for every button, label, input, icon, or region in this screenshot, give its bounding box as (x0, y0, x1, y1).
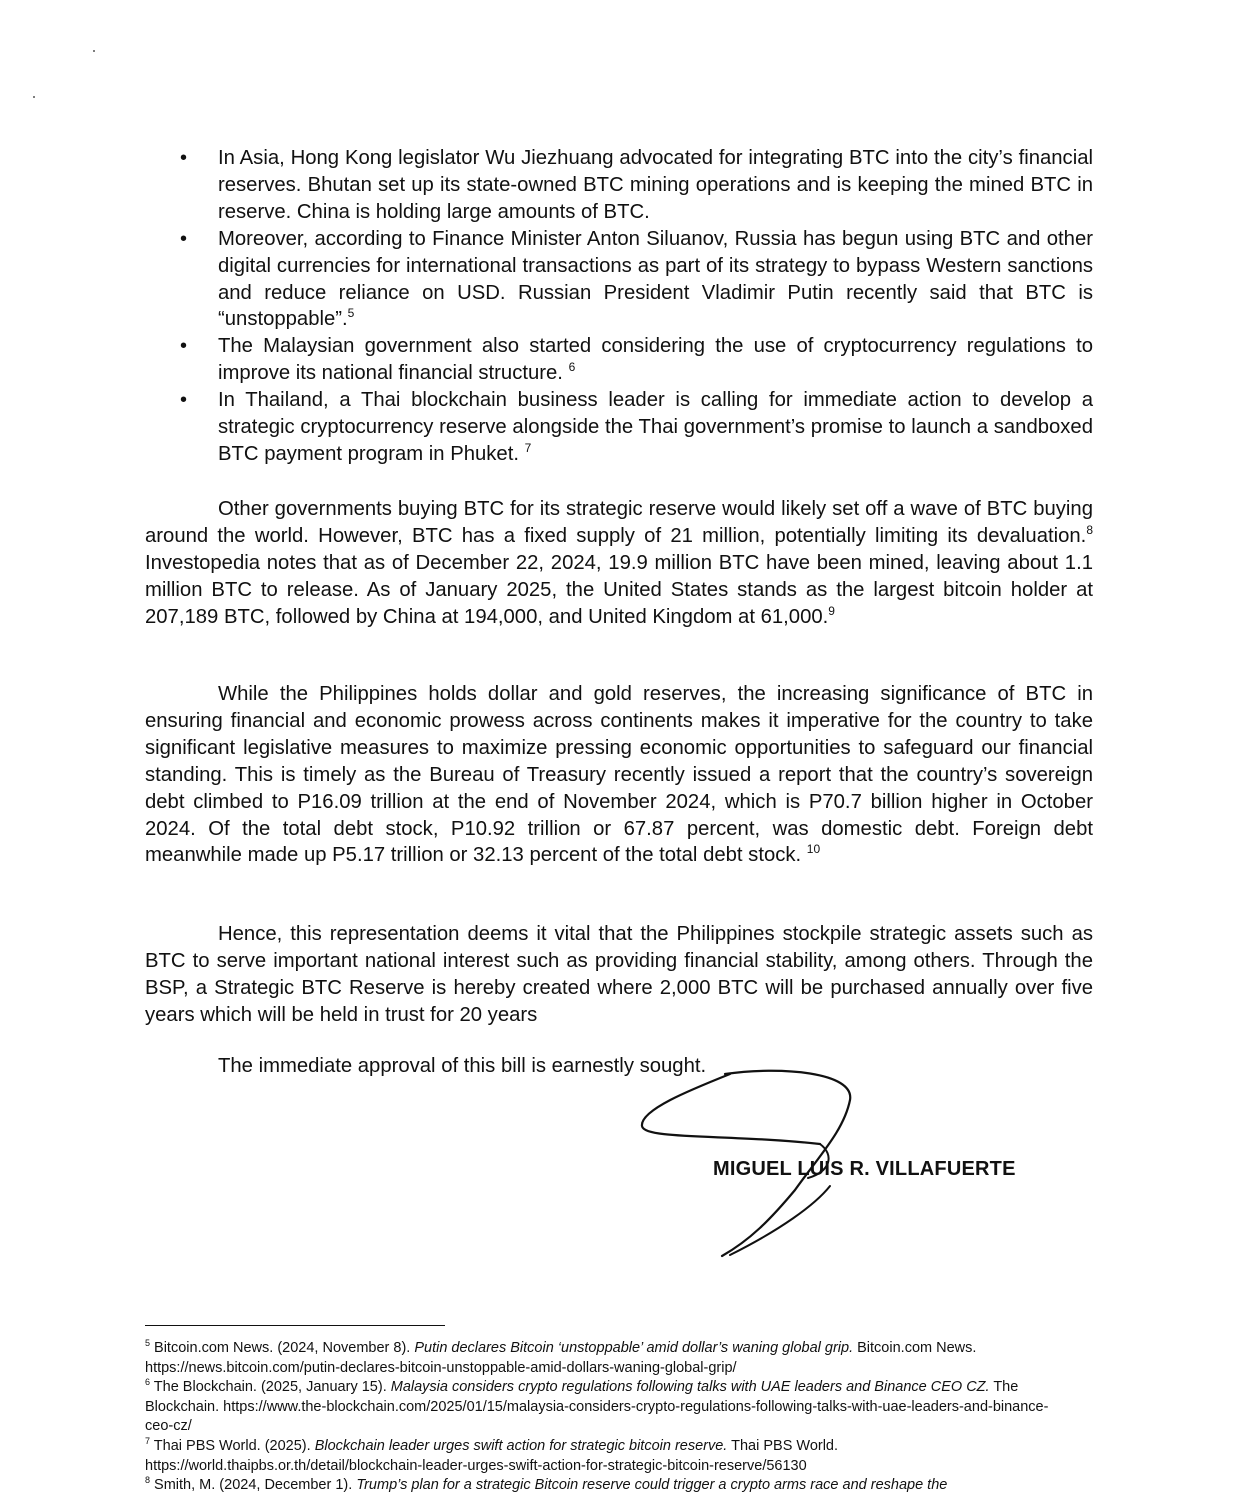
scan-speck (93, 50, 95, 52)
footnote: $^7$ Thai PBS World. (2025). Blockchain leader urges swift action for strategic bitcoin reserve. Thai PBS World. https://world.thaipbs.or.th/detail/blockchain-leader-urges-swift-action-for-strategic-bitcoin-reserve/56130 (145, 1436, 839, 1474)
bullet-item: • In Asia, Hong Kong legislator Wu Jiezhuang advocated for integrating BTC into the city’s financial reserves. Bhutan set up its state-owned BTC mining operations and is keeping the mined BTC in reserve. China is holding large amounts of BTC. (145, 145, 1093, 226)
footnote-ref: 9 (828, 603, 835, 618)
footnote: $^6$ The Blockchain. (2025, January 15). Malaysia considers crypto regulations following talks with UAE leaders and Binance CEO CZ. The Blockchain. https://www.the-blockchain.com/2025/01/15/malaysia-considers-crypto-regulations-following-talks-with-uae-leaders-and-binance-ceo-cz/ (145, 1377, 1049, 1435)
footnotes (145, 1339, 1075, 1496)
bullet-item: • The Malaysian government also started considering the use of cryptocurrency regulations to improve its national financial structure. $^6$ (145, 333, 1093, 387)
paragraph-strategic-reserve: Hence, this representation deems it vital that the Philippines stockpile strategic assets such as BTC to serve important national interest such as providing financial stability, among others. Through the BSP, a Strategic BTC Reserve is hereby created where 2,000 BTC will be purchased annually over five years which will be held in trust for 20 years (145, 923, 1093, 1026)
approval-line: The immediate approval of this bill is earnestly sought. (218, 1055, 707, 1077)
bullet-item: • Moreover, according to Finance Minister Anton Siluanov, Russia has begun using BTC and other digital currencies for international transactions as part of its strategy to bypass Western sanctions and reduce reliance on USD. Russian President Vladimir Putin recently said that BTC is “unstoppable”.$^5$ (145, 226, 1093, 334)
scan-speck (33, 96, 35, 98)
footnote-ref: 7 (524, 441, 532, 456)
signatory-name: MIGUEL LUIS R. VILLAFUERTE (713, 1158, 1016, 1180)
footnote-ref: 10 (806, 842, 821, 857)
bullet-list (145, 145, 1093, 468)
footnote-ref: 5 (347, 306, 355, 321)
footnote: $^8$ Smith, M. (2024, December 1). Trump’s plan for a strategic Bitcoin reserve could trigger a crypto arms race and reshape the (145, 1475, 948, 1494)
footnote-ref: 6 (568, 360, 576, 375)
paragraph-btc-supply: Other governments buying BTC for its strategic reserve would likely set off a wave of BTC buying around the world. However, BTC has a fixed supply of 21 million, potentially limiting its devaluation.$^8$ Investopedia notes that as of December 22, 2024, 19.9 million BTC have been mined, leaving about 1.1 million BTC to release. As of January 2025, the United States stands as the largest bitcoin holder at 207,189 BTC, followed by China at 194,000, and United Kingdom at 61,000.$^9$ (145, 498, 1093, 628)
footnote-ref: 8 (1086, 523, 1093, 538)
paragraph-philippines-debt: While the Philippines holds dollar and gold reserves, the increasing significance of BTC in ensuring financial and economic prowess across continents makes it imperative for the country to take significant legislative measures to maximize pressing economic opportunities to safeguard our financial standing. This is timely as the Bureau of Treasury recently issued a report that the country’s sovereign debt climbed to P16.09 trillion at the end of November 2024, which is P70.7 billion higher in October 2024. Of the total debt stock, P10.92 trillion or 67.87 percent, was domestic debt. Foreign debt meanwhile made up P5.17 trillion or 32.13 percent of the total debt stock. $^{10}$ (145, 683, 1093, 867)
footnote-divider (145, 1325, 445, 1326)
footnote: $^5$ Bitcoin.com News. (2024, November 8). Putin declares Bitcoin ‘unstoppable’ amid dollar’s waning global grip. Bitcoin.com News. https://news.bitcoin.com/putin-declares-bitcoin-unstoppable-amid-dollars-waning-global-grip/ (145, 1338, 977, 1376)
bullet-item: • In Thailand, a Thai blockchain business leader is calling for immediate action to develop a strategic cryptocurrency reserve alongside the Thai government’s promise to launch a sandboxed BTC payment program in Phuket. $^7$ (145, 387, 1093, 468)
